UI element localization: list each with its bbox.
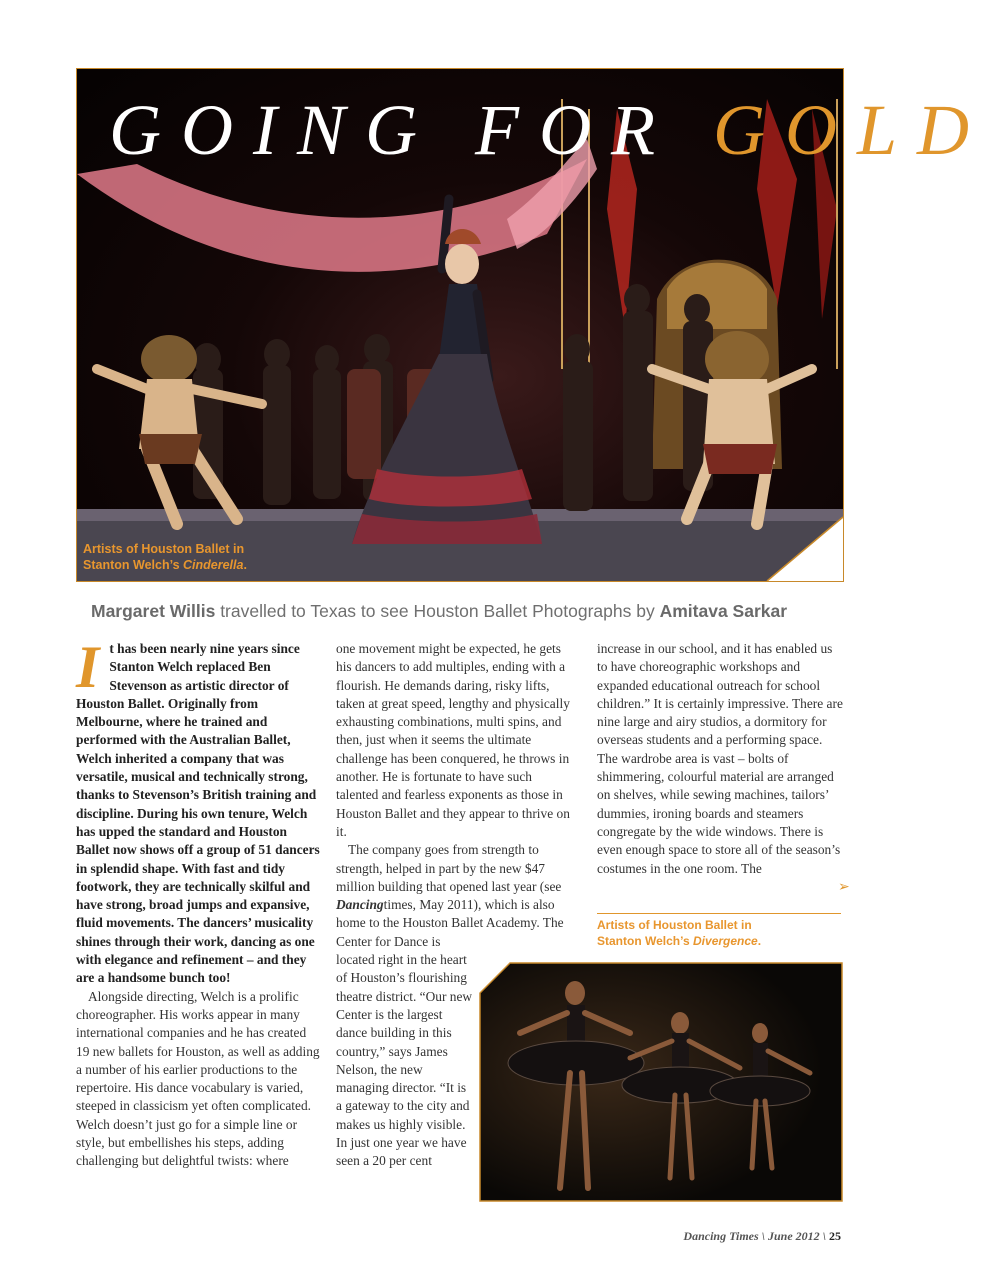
article-paragraph-2: Alongside directing, Welch is a prolific choreographer. His works appear in many international companies and he has created 19 new ballets for Houston, as well as adding a number of his earlier productions to the repertoire. His dance vocabulary is varied, steeped in classicism yet often complicated. Welch doesn’t just go for a simple line or style, but embellishes his steps, adding challenging but delightful twists: where <box>76 988 320 1169</box>
byline-photographer: Amitava Sarkar <box>659 601 788 621</box>
divergence-caption <box>597 917 837 949</box>
article-paragraph-3 <box>336 841 576 951</box>
para3-text-b: , May 2011), which is also home to the Houston Ballet Academy. The Center for Dance is <box>336 897 564 949</box>
article-column2-continuation: one movement might be expected, he gets his dancers to add multiples, ending with a flourish. He demands daring, risky lifts, taken at great speed, lengthy and physically exhausting combinations, multi spins, and then, just when it seems the ultimate challenge has been conquered, he throws in another. He is fortunate to have such talented and fearless exponents as those in Houston Ballet and they appear to thrive on it. <box>336 641 570 839</box>
caption-divider <box>597 913 841 914</box>
continue-arrow-icon: ➢ <box>838 879 850 895</box>
magazine-name-bold: Dancing <box>336 897 384 913</box>
divergence-caption-title: Divergence <box>693 934 758 948</box>
divergence-caption-line2 <box>597 933 837 949</box>
divergence-caption-prefix: Stanton Welch’s <box>597 934 694 948</box>
article-column-3 <box>597 640 845 878</box>
article-column2-narrow: located right in the heart of Houston’s flourishing theatre district. “Our new Center is the largest dance building in this country,” says James Nelson, the new managing director. “It is a gateway to the city and makes us highly visible. In just one year we have seen a 20 per cent <box>336 952 473 1169</box>
hero-caption-line2 <box>83 557 303 573</box>
article-lead-paragraph <box>76 634 320 988</box>
para3-text-a: The company goes from strength to strength, helped in part by the new $47 million building that opened last year (see <box>336 842 562 894</box>
hero-caption-prefix: Stanton Welch’s <box>83 558 184 572</box>
drop-cap: I <box>76 634 100 700</box>
divergence-caption-line1: Artists of Houston Ballet in <box>597 918 752 932</box>
headline-part2: GOLD <box>712 90 989 170</box>
article-column-1 <box>76 634 320 1171</box>
lead-text: t has been nearly nine years since Stanton Welch replaced Ben Stevenson as artistic director of Houston Ballet. Originally from Melbourne, where he trained and performed with the Australian Ballet, Welch inherited a company that was versatile, musical and technically strong, thanks to Stevenson’s British training and discipline. During his own tenure, Welch has upped the standard and Houston Ballet now shows off a group of 51 dancers in splendid shape. With fast and tidy footwork, they are technically skilful and have strong, broad jumps and expansive, fluid movements. The dancers’ musicality shines through their work, dancing as one with elegance and refinement – and they are a handsome bunch too! <box>76 641 320 986</box>
byline <box>91 601 831 622</box>
article-column3-text: increase in our school, and it has enabled us to have choreographic workshops and expanded educational outreach for school children.” It is certainly impressive. There are nine large and airy studios, a dormitory for overseas students and a performing space. The wardrobe area is vast – bolts of shimmering, colourful material are arranged on shelves, while sewing machines, tailors’ dummies, ironing boards and steamers congregate by the wide windows. There is even enough space to store all of the season’s costumes in the one room. The <box>597 641 843 876</box>
magazine-name-rest: times <box>383 897 413 913</box>
page-footer <box>683 1229 841 1244</box>
headline <box>109 89 989 172</box>
hero-caption-title: Cinderella <box>183 558 244 572</box>
hero-caption <box>83 541 303 573</box>
byline-author: Margaret Willis <box>91 601 216 621</box>
headline-part1: GOING FOR <box>109 90 675 170</box>
divergence-photo <box>480 963 842 1201</box>
page-number: 25 <box>829 1229 841 1243</box>
byline-middle: travelled to Texas to see Houston Ballet Photographs by <box>215 601 660 621</box>
footer-magazine: Dancing Times \ June 2012 \ <box>683 1229 829 1243</box>
divergence-caption-suffix: . <box>757 934 762 948</box>
hero-caption-suffix: . <box>243 558 247 572</box>
hero-photo <box>76 68 989 582</box>
hero-caption-line1: Artists of Houston Ballet in <box>83 542 245 556</box>
